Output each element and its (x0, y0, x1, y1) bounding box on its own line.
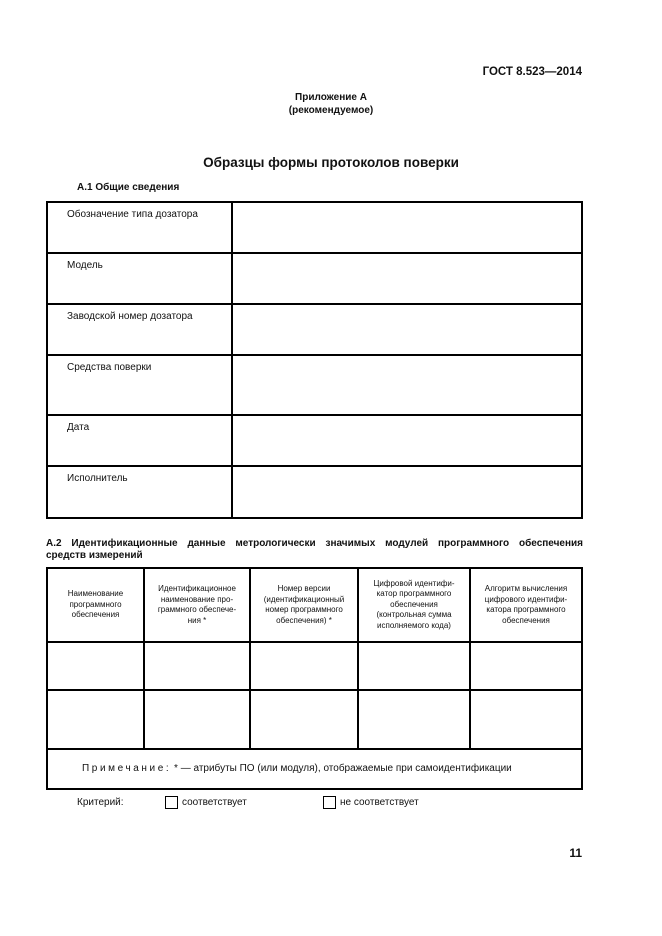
value-cell[interactable] (232, 202, 582, 253)
value-cell[interactable] (232, 304, 582, 355)
option-not-conforms-label: не соответствует (340, 797, 419, 808)
criteria-label: Критерий: (77, 797, 124, 808)
appendix-title: Приложение А (295, 92, 367, 103)
table-cell[interactable] (470, 690, 582, 749)
table-cell[interactable] (144, 690, 250, 749)
table-row (47, 690, 582, 749)
value-cell[interactable] (232, 415, 582, 466)
table-cell[interactable] (250, 690, 358, 749)
table-cell[interactable] (250, 642, 358, 690)
standard-number: ГОСТ 8.523—2014 (482, 66, 582, 78)
section-a2-title: А.2 Идентификационные данные метрологически значимых модулей программного обеспечения (46, 538, 583, 549)
table-row (47, 253, 582, 304)
section-a2-title-cont: средств измерений (46, 550, 143, 561)
header-cell-algorithm: Алгоритм вычисления цифрового идентифи- катора программного обеспечения (470, 568, 582, 642)
table-note-row (47, 749, 582, 789)
table-row (47, 304, 582, 355)
row-label: Заводской номер дозатора (47, 304, 232, 355)
table-cell[interactable] (144, 642, 250, 690)
table-row (47, 466, 582, 518)
general-info-table (46, 201, 583, 519)
page-number: 11 (569, 846, 582, 860)
note-text: * — атрибуты ПО (или модуля), отображаемые при самоидентификации (171, 762, 512, 774)
table-cell[interactable] (358, 690, 470, 749)
row-label: Средства поверки (47, 355, 232, 415)
table-row (47, 202, 582, 253)
value-cell[interactable] (232, 466, 582, 518)
header-cell-version: Номер версии (идентификационный номер программного обеспечения) * (250, 568, 358, 642)
appendix-subtitle: (рекомендуемое) (288, 105, 374, 116)
value-cell[interactable] (232, 355, 582, 415)
software-id-table (46, 567, 583, 790)
table-cell[interactable] (470, 642, 582, 690)
header-cell-id-name: Идентификационное наименование про- граммного обеспече- ния * (144, 568, 250, 642)
row-label: Обозначение типа дозатора (47, 202, 232, 253)
section-a1-title: А.1 Общие сведения (77, 182, 180, 193)
note-cell (47, 749, 582, 789)
table-row (47, 642, 582, 690)
checkbox-conforms[interactable] (165, 796, 178, 809)
row-label: Исполнитель (47, 466, 232, 518)
table-header-row (47, 568, 582, 642)
table-cell[interactable] (47, 690, 144, 749)
note-label: Примечание: (82, 762, 172, 774)
row-label: Дата (47, 415, 232, 466)
header-cell-checksum: Цифровой идентифи- катор программного обеспечения (контрольная сумма исполняемого кода) (358, 568, 470, 642)
checkbox-not-conforms[interactable] (323, 796, 336, 809)
table-row (47, 415, 582, 466)
page-title: Образцы формы протоколов поверки (203, 155, 459, 170)
table-row (47, 355, 582, 415)
table-cell[interactable] (358, 642, 470, 690)
header-cell-software-name: Наименование программного обеспечения (47, 568, 144, 642)
value-cell[interactable] (232, 253, 582, 304)
option-conforms-label: соответствует (182, 797, 247, 808)
table-cell[interactable] (47, 642, 144, 690)
row-label: Модель (47, 253, 232, 304)
